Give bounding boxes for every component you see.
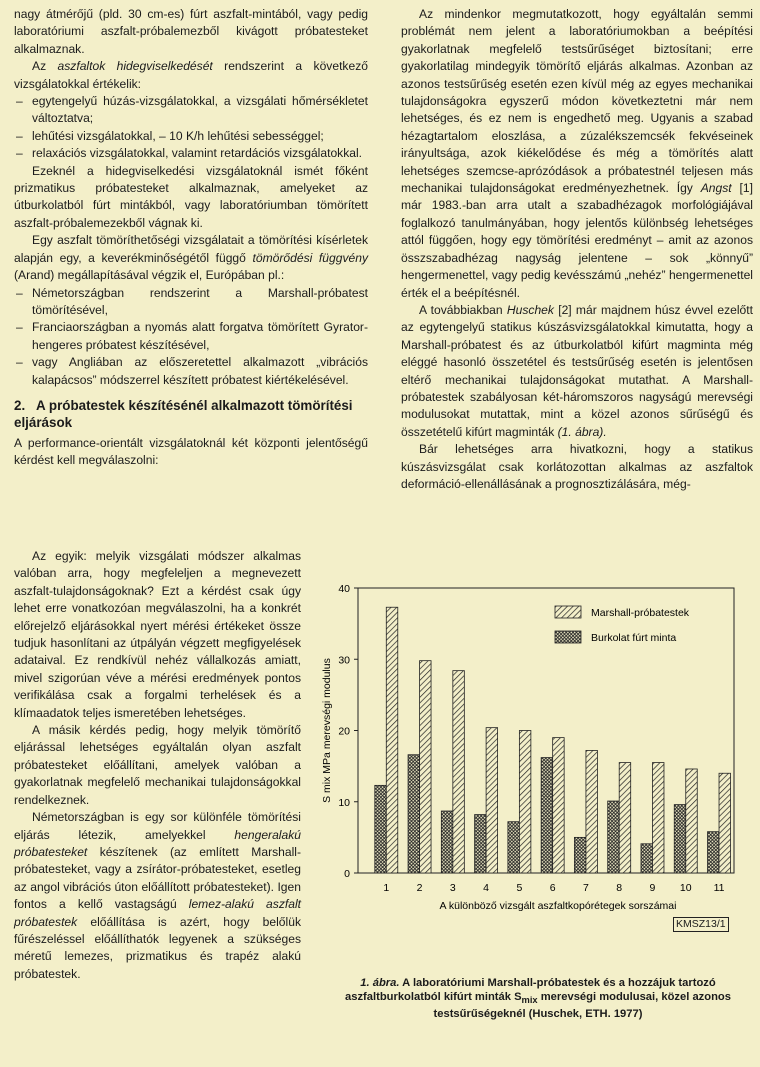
- left-lower-column: [14, 548, 301, 983]
- x-tick-label: 2: [416, 882, 423, 894]
- bar-marshall: [486, 728, 498, 873]
- x-tick-label: 5: [516, 882, 523, 894]
- bar-marshall: [719, 773, 731, 873]
- x-tick-label: 6: [549, 882, 556, 894]
- emphasis-text: hengeralakú próbatesteket: [14, 827, 301, 859]
- bar-burkolat: [574, 837, 586, 873]
- bar-marshall: [519, 731, 531, 874]
- text-run: Az mindenkor megmutatkozott, hogy egyáltalán semmi problémát nem jelent a laboratóriumokban a beépítési gyakorlatnak megfelelő testsűrűséget biztosítani; erre gyakorlatilag mindegyik tömörítő eljárás alkalmas. Azonban az azonos testsűrűség esetén ezen kívül még az egyes mechanikai tulajdonságokra egyszerű módon következtetni már nem lehetséges, és ez nem is engedhető meg. Ugyanis a szabad hézagtartalom eloszlása, a zúzalékszemcsék fekvéseinek irányultsága, azok kiékelődése és még a tömörítés alatt lehetséges szemcse-aprózódások a próbatestnél teljesen más mechanikai tulajdonságokat eredményezhetnek. Így: [401, 7, 753, 196]
- bar-marshall: [453, 671, 465, 873]
- emphasis-text: aszfaltok hidegviselkedését: [57, 59, 213, 74]
- cold-test-list: [14, 93, 368, 163]
- x-tick-label: 10: [679, 882, 692, 894]
- left-paragraph-1: nagy átmérőjű (pld. 30 cm-es) fúrt aszfalt-mintából, vagy pedig laboratóriumi aszfalt-próbalemezből kivágott próbatesteket alkalmaznak.: [14, 7, 368, 56]
- figure-code-label: KMSZ13/1: [673, 917, 729, 932]
- bar-marshall: [619, 763, 631, 873]
- text-run: Németországban is egy sor különféle tömörítési eljárás létezik, amelyekkel: [14, 810, 301, 842]
- text-run: előállítása is azért, hogy belőlük fűrészeléssel előállíthatók legyenek a szükséges méretű lemezes, prizmatikus és trapéz alakú próbatestek.: [14, 914, 301, 981]
- list-item: – vagy Angliában az előszeretettel alkalmazott „vibrációs kalapácsos” módszerrel készített próbatest kiértékelésével.: [14, 354, 368, 389]
- bar-burkolat: [408, 755, 420, 873]
- left-paragraph-4: [14, 232, 368, 284]
- bar-marshall: [386, 607, 398, 873]
- right-paragraph-1: [401, 6, 753, 302]
- stiffness-bar-chart: [318, 578, 758, 938]
- left-column: [14, 6, 368, 470]
- right-paragraph-2: [401, 302, 753, 441]
- chart-svg: [318, 578, 758, 938]
- legend-swatch: [555, 631, 581, 643]
- bar-burkolat: [508, 822, 519, 873]
- x-tick-label: 11: [713, 882, 725, 894]
- bar-burkolat: [641, 844, 653, 873]
- bar-marshall: [686, 769, 698, 873]
- bar-burkolat: [375, 785, 387, 873]
- caption-subscript: mix: [521, 995, 538, 1006]
- section-title: A próbatestek készítésénél alkalmazott tömörítési eljárások: [14, 397, 353, 430]
- bar-marshall: [586, 750, 598, 873]
- emphasis-text: Angst: [700, 181, 732, 196]
- legend-label: Burkolat fúrt minta: [591, 632, 677, 644]
- bar-marshall: [652, 763, 664, 873]
- bar-burkolat: [441, 811, 453, 873]
- left-paragraph-6: Az egyik: melyik vizsgálati módszer alkalmas valóban arra, hogy megfeleljen a megnevezett aszfalt-tulajdonságoknak? Ezt a kérdést csak úgy lehet erre vonatkozóan megválaszolni, ha a konkrét előrejelző eljárásokkal nyert mérési értékeket össze tudjuk hasonlítani az útpályán végzett megfigyelések adataival. Ez rendkívül nehéz vállalkozás amiatt, mivel szigorúan véve a mérési eredmények pontos verifikálása csak a forgalmi terhelések és a klímaadatok teljes ismeretében lehetséges.: [14, 549, 301, 720]
- section-number: 2.: [14, 397, 26, 413]
- emphasis-text: Huschek: [506, 302, 554, 317]
- right-paragraph-3: Bár lehetséges arra hivatkozni, hogy a statikus kúszásvizsgálat csak korlátozottan alkalmas az aszfaltok deformáció-ellenállásának a prognosztizálására, még-: [401, 442, 753, 491]
- bar-marshall: [420, 661, 432, 873]
- bar-burkolat: [674, 805, 686, 873]
- x-tick-label: 8: [616, 882, 623, 894]
- y-tick-label: 20: [338, 725, 350, 738]
- text-run: Egy aszfalt tömöríthetőségi vizsgálatait a tömörítési kísérletek alapján egy, a keverékminőségétől függő: [14, 233, 368, 265]
- bar-burkolat: [475, 815, 487, 873]
- y-tick-label: 0: [344, 868, 350, 880]
- caption-text: A laboratóriumi Marshall-próbatestek és a hozzájuk tartozó aszfaltburkolatból kifúrt minták S: [345, 977, 716, 1003]
- caption-text: merevségi modulusai, közel azonos testsűrűségeknél (Huschek, ETH. 1977): [433, 991, 731, 1021]
- left-paragraph-7: A másik kérdés pedig, hogy melyik tömörítő eljárással lehetséges egyáltalán olyan aszfalt próbatesteket előállítani, amelyek valóban a gyakorlatnak megfelelő mechanikai tulajdonságokkal rendelkeznek.: [14, 723, 301, 807]
- text-run: Az: [32, 59, 58, 74]
- y-axis-label: S mix MPa merevségi modulus: [321, 658, 333, 803]
- emphasis-text: (1. ábra).: [557, 424, 607, 439]
- left-paragraph-2: [14, 58, 368, 93]
- y-tick-label: 30: [338, 654, 350, 667]
- caption-label: 1. ábra.: [360, 977, 400, 989]
- x-tick-label: 9: [649, 882, 656, 894]
- list-item: – Németországban rendszerint a Marshall-próbatest tömörítésével,: [14, 285, 368, 320]
- emphasis-text: lemez-alakú aszfalt próbatestek: [14, 897, 302, 929]
- bar-marshall: [553, 738, 565, 873]
- bar-burkolat: [608, 801, 620, 873]
- emphasis-text: tömörődési függvény: [252, 250, 368, 265]
- right-column: [401, 6, 753, 493]
- x-tick-label: 4: [483, 882, 490, 894]
- x-axis-label: A különböző vizsgált aszfaltkopórétegek sorszámai: [439, 900, 677, 912]
- x-tick-label: 7: [583, 882, 589, 894]
- compaction-method-list: [14, 285, 368, 389]
- text-run: [1] már 1983.-ban arra utalt a szabadhézagok morfológiájával foglalkozó tanulmányában, hogy jelentős különbség lehetséges attól függően, hogy egy tömörítési eredményt – amit az azonos összszabadhézag nagyság jelentene – sok „könnyű” hengermenettel, vagy pedig kevésszámú „nehéz” hengermenettel érték el a beépítésnél.: [401, 181, 753, 300]
- legend-label: Marshall-próbatestek: [591, 607, 690, 619]
- text-run: A továbbiakban: [419, 302, 507, 317]
- text-run: készítenek (az említett Marshall-próbatesteket, vagy a zsírátor-próbatesteket, esetleg az angol vibrációs úton előállított próbatesteket). Igen fontos a kellő vastagságú: [14, 844, 301, 912]
- list-item: – relaxációs vizsgálatokkal, valamint retardációs vizsgálatokkal.: [14, 145, 368, 162]
- left-paragraph-5: A performance-orientált vizsgálatoknál két központi jelentőségű kérdést kell megválaszolni:: [14, 435, 368, 468]
- left-paragraph-8: [14, 809, 301, 983]
- x-tick-label: 1: [383, 882, 390, 894]
- list-item: – Franciaországban a nyomás alatt forgatva tömörített Gyrator-hengeres próbatest készítésével,: [14, 319, 368, 354]
- text-run: (Arand) megállapításával végzik el, Európában pl.:: [14, 268, 285, 283]
- bar-burkolat: [541, 758, 553, 873]
- bar-burkolat: [708, 832, 720, 873]
- left-paragraph-3: Ezeknél a hidegviselkedési vizsgálatoknál ismét főként prizmatikus próbatesteket alkalmaznak, amelyeket az útburkolatból fúrt mintákból, vagy laboratóriumban tömörített aszfalt-próbalemezekből vágnak ki.: [14, 163, 368, 230]
- text-run: [2] már majdnem húsz évvel ezelőtt az egytengelyű statikus kúszásvizsgálatokkal kimutatta, hogy a Marshall-próbatest és az útburkolatból kifúrt magminta még eléggé hasonló összetétel és testsűrűség esetén is jelentősen eltérő mechanikai tulajdonságokat mutathat. A Marshall-próbatestek szabályosan két-háromszoros nagyságú merevségi modulusokat mutattak, mint a közel azonos sűrűségű és összetételű kifúrt magminták: [401, 302, 753, 439]
- legend-swatch: [555, 606, 581, 618]
- y-tick-label: 10: [338, 796, 350, 809]
- section-heading: [14, 397, 368, 431]
- x-tick-label: 3: [449, 882, 456, 894]
- list-item: – egytengelyű húzás-vizsgálatokkal, a vizsgálati hőmérsékletet változtatva;: [14, 93, 368, 128]
- list-item: – lehűtési vizsgálatokkal, – 10 K/h lehűtési sebességgel;: [14, 128, 368, 145]
- text-run: rendszerint a következő vizsgálatokkal értékelik:: [14, 59, 368, 91]
- figure-caption: [322, 976, 754, 1021]
- y-tick-label: 40: [338, 583, 350, 595]
